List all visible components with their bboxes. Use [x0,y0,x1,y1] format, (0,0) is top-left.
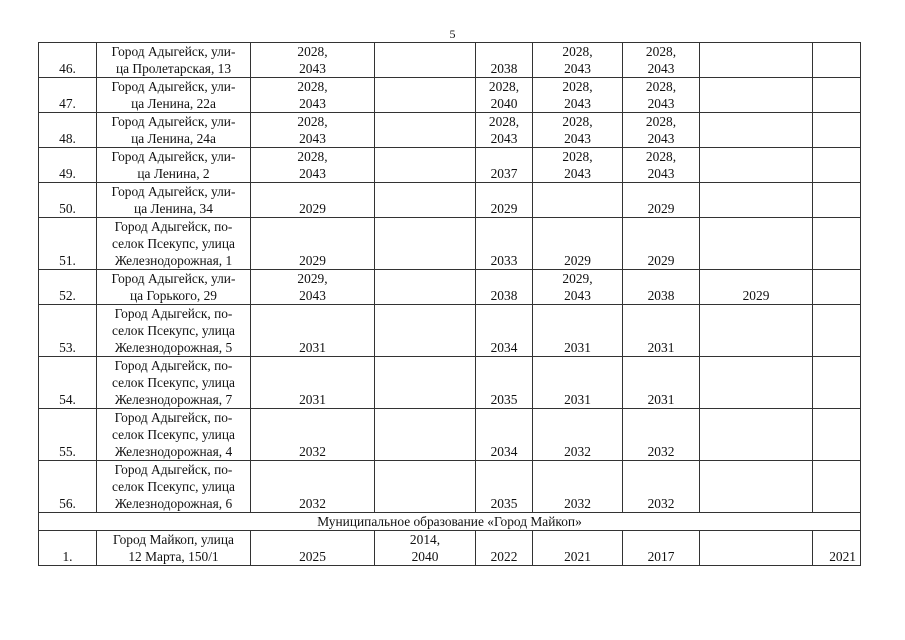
section-table-body [39,531,861,566]
row-year-col-3: 2033 [476,218,533,270]
row-address: Город Адыгейск, по- селок Псекупс, улица Железнодорожная, 4 [97,409,251,461]
row-year-col-7: 2021 [813,531,861,566]
row-year-col-6 [700,183,813,218]
row-number: 46. [39,43,97,78]
table-row [39,218,861,270]
row-year-col-3: 2038 [476,270,533,305]
row-year-col-7 [813,183,861,218]
row-year-col-3: 2028, 2043 [476,113,533,148]
row-year-col-3: 2029 [476,183,533,218]
row-year-col-1: 2028, 2043 [251,148,375,183]
row-year-col-1: 2029 [251,183,375,218]
table-row [39,409,861,461]
table-row [39,43,861,78]
row-number: 54. [39,357,97,409]
row-year-col-5: 2032 [623,461,700,513]
row-address: Город Адыгейск, ули- ца Горького, 29 [97,270,251,305]
row-address: Город Адыгейск, ули- ца Ленина, 24а [97,113,251,148]
page-number: 5 [449,27,456,41]
row-year-col-3: 2022 [476,531,533,566]
row-year-col-4: 2028, 2043 [533,43,623,78]
row-year-col-6: 2029 [700,270,813,305]
row-number: 53. [39,305,97,357]
table-row [39,78,861,113]
row-address: Город Адыгейск, ули- ца Ленина, 22а [97,78,251,113]
row-year-col-2 [375,148,476,183]
row-year-col-3: 2035 [476,357,533,409]
row-year-col-5: 2028, 2043 [623,78,700,113]
row-year-col-2 [375,461,476,513]
row-year-col-7 [813,113,861,148]
table-row [39,183,861,218]
row-number: 51. [39,218,97,270]
row-year-col-7 [813,270,861,305]
row-year-col-2 [375,305,476,357]
row-year-col-6 [700,305,813,357]
table-row [39,357,861,409]
row-year-col-7 [813,218,861,270]
row-year-col-2 [375,218,476,270]
row-year-col-4: 2028, 2043 [533,148,623,183]
row-year-col-3: 2038 [476,43,533,78]
row-address: Город Адыгейск, по- селок Псекупс, улица Железнодорожная, 7 [97,357,251,409]
row-year-col-5: 2038 [623,270,700,305]
row-year-col-5: 2031 [623,305,700,357]
row-year-col-2 [375,113,476,148]
row-number: 56. [39,461,97,513]
row-year-col-4: 2031 [533,305,623,357]
row-address: Город Адыгейск, ули- ца Ленина, 2 [97,148,251,183]
table-row [39,461,861,513]
table-row [39,305,861,357]
row-year-col-7 [813,461,861,513]
row-year-col-6 [700,409,813,461]
row-year-col-7 [813,148,861,183]
row-year-col-2 [375,357,476,409]
row-year-col-4: 2029 [533,218,623,270]
row-year-col-4: 2032 [533,461,623,513]
row-year-col-7 [813,43,861,78]
row-year-col-3: 2035 [476,461,533,513]
row-year-col-5: 2017 [623,531,700,566]
row-year-col-2 [375,409,476,461]
row-number: 50. [39,183,97,218]
row-year-col-6 [700,113,813,148]
row-number: 52. [39,270,97,305]
row-address: Город Адыгейск, ули- ца Ленина, 34 [97,183,251,218]
row-year-col-7 [813,78,861,113]
row-year-col-4: 2028, 2043 [533,113,623,148]
row-year-col-6 [700,43,813,78]
row-year-col-6 [700,357,813,409]
row-year-col-1: 2032 [251,461,375,513]
row-year-col-2 [375,43,476,78]
row-year-col-1: 2025 [251,531,375,566]
row-year-col-3: 2034 [476,305,533,357]
table-row [39,113,861,148]
table-body [39,43,861,513]
row-year-col-1: 2032 [251,409,375,461]
row-year-col-6 [700,461,813,513]
row-number: 48. [39,113,97,148]
row-year-col-6 [700,531,813,566]
row-year-col-4: 2029, 2043 [533,270,623,305]
row-number: 47. [39,78,97,113]
row-year-col-7 [813,305,861,357]
row-year-col-1: 2029 [251,218,375,270]
row-address: Город Адыгейск, по- селок Псекупс, улица Железнодорожная, 5 [97,305,251,357]
row-year-col-2 [375,78,476,113]
row-year-col-4: 2031 [533,357,623,409]
row-year-col-6 [700,218,813,270]
row-year-col-5: 2029 [623,218,700,270]
row-address: Город Адыгейск, по- селок Псекупс, улица Железнодорожная, 6 [97,461,251,513]
row-year-col-1: 2028, 2043 [251,78,375,113]
row-year-col-4 [533,183,623,218]
row-address: Город Майкоп, улица 12 Марта, 150/1 [97,531,251,566]
row-year-col-6 [700,78,813,113]
section-title: Муниципальное образование «Город Майкоп» [39,513,861,531]
row-year-col-5: 2028, 2043 [623,148,700,183]
row-year-col-2 [375,183,476,218]
table-row [39,148,861,183]
row-number: 1. [39,531,97,566]
row-year-col-1: 2031 [251,305,375,357]
section-header-row [39,513,861,531]
row-year-col-5: 2028, 2043 [623,113,700,148]
row-year-col-4: 2032 [533,409,623,461]
row-number: 49. [39,148,97,183]
row-year-col-2 [375,270,476,305]
row-year-col-2: 2014, 2040 [375,531,476,566]
row-year-col-5: 2029 [623,183,700,218]
row-year-col-6 [700,148,813,183]
row-address: Город Адыгейск, ули- ца Пролетарская, 13 [97,43,251,78]
row-year-col-3: 2037 [476,148,533,183]
housing-schedule-table [38,42,861,566]
row-year-col-1: 2028, 2043 [251,113,375,148]
row-year-col-1: 2029, 2043 [251,270,375,305]
row-number: 55. [39,409,97,461]
row-address: Город Адыгейск, по- селок Псекупс, улица Железнодорожная, 1 [97,218,251,270]
row-year-col-5: 2031 [623,357,700,409]
row-year-col-7 [813,357,861,409]
row-year-col-1: 2028, 2043 [251,43,375,78]
row-year-col-5: 2032 [623,409,700,461]
row-year-col-3: 2028, 2040 [476,78,533,113]
table-row [39,270,861,305]
row-year-col-7 [813,409,861,461]
table-row [39,531,861,566]
row-year-col-3: 2034 [476,409,533,461]
row-year-col-1: 2031 [251,357,375,409]
row-year-col-4: 2021 [533,531,623,566]
row-year-col-5: 2028, 2043 [623,43,700,78]
row-year-col-4: 2028, 2043 [533,78,623,113]
